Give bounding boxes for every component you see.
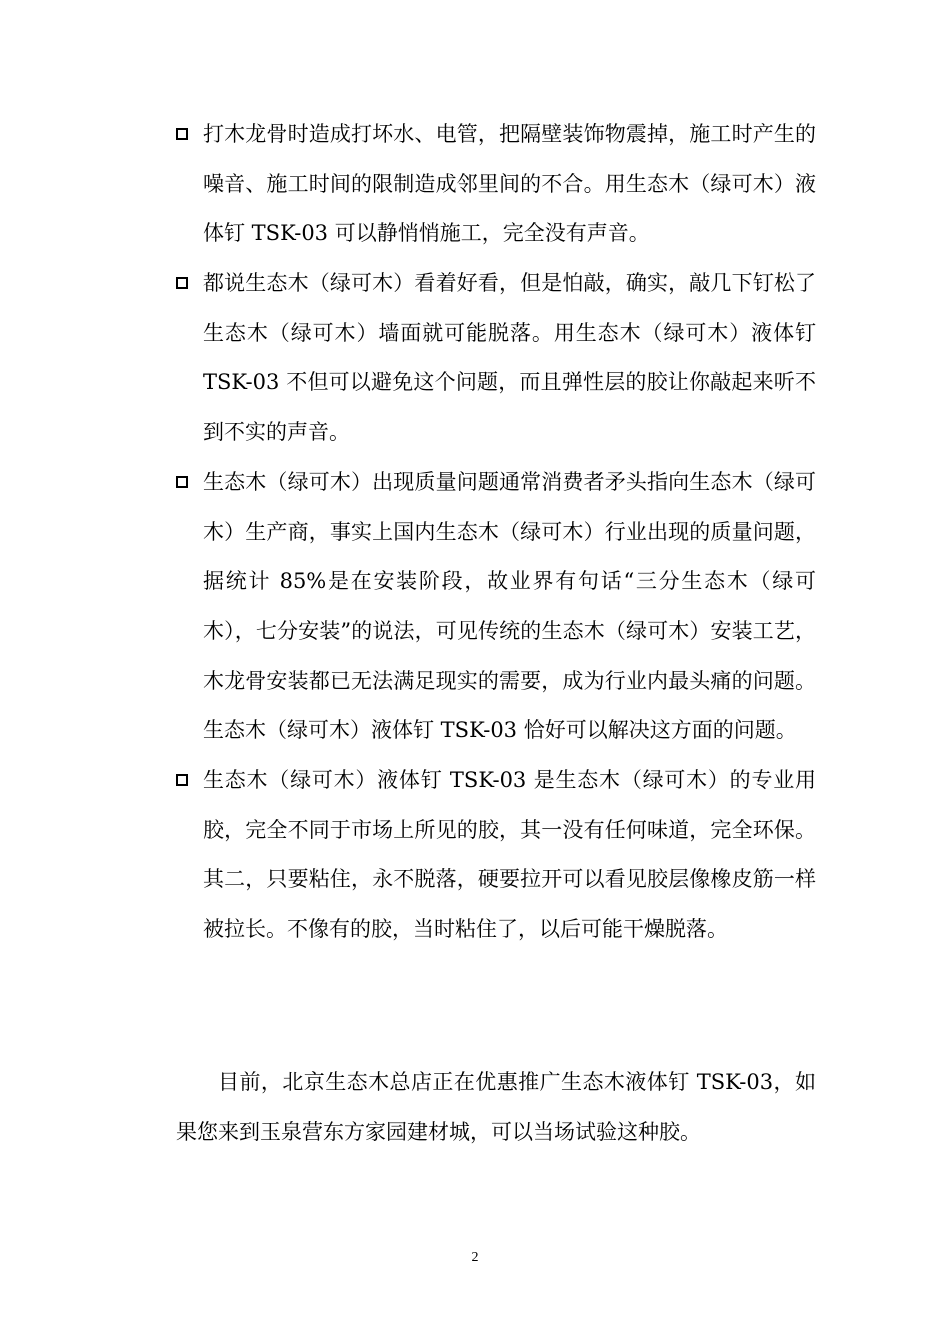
- page-number: 2: [471, 1250, 479, 1265]
- checkbox-bullet-icon: [176, 476, 188, 488]
- list-item: [176, 458, 816, 756]
- list-item-text: 生态木（绿可木）出现质量问题通常消费者矛头指向生态木（绿可木）生产商，事实上国内生态木（绿可木）行业出现的质量问题，据统计 85%是在安装阶段，故业界有句话“三分生态木（绿可木），七分安装”的说法，可见传统的生态木（绿可木）安装工艺，木龙骨安装都已无法满足现实的需要，成为行业内最头痛的问题。生态木（绿可木）液体钉 TSK-03 恰好可以解决这方面的问题。: [203, 470, 816, 743]
- closing-paragraph: 目前，北京生态木总店正在优惠推广生态木液体钉 TSK-03，如果您来到玉泉营东方家园建材城，可以当场试验这种胶。: [176, 1070, 816, 1144]
- list-item-text: 都说生态木（绿可木）看着好看，但是怕敲，确实，敲几下钉松了生态木（绿可木）墙面就可能脱落。用生态木（绿可木）液体钉 TSK-03 不但可以避免这个问题，而且弹性层的胶让你敲起来听不到不实的声音。: [203, 271, 816, 445]
- bullet-list: [176, 110, 816, 955]
- list-item-text: 生态木（绿可木）液体钉 TSK-03 是生态木（绿可木）的专业用胶，完全不同于市场上所见的胶，其一没有任何味道，完全环保。其二，只要粘住，永不脱落，硬要拉开可以看见胶层像橡皮筋一样被拉长。不像有的胶，当时粘住了，以后可能干燥脱落。: [203, 768, 816, 941]
- checkbox-bullet-icon: [176, 277, 188, 289]
- list-item: [176, 259, 816, 457]
- list-item-text: 打木龙骨时造成打坏水、电管，把隔壁装饰物震掉，施工时产生的噪音、施工时间的限制造成邻里间的不合。用生态木（绿可木）液体钉 TSK-03 可以静悄悄施工，完全没有声音。: [203, 122, 816, 246]
- list-item: [176, 110, 816, 259]
- checkbox-bullet-icon: [176, 774, 188, 786]
- checkbox-bullet-icon: [176, 128, 188, 140]
- list-item: [176, 756, 816, 954]
